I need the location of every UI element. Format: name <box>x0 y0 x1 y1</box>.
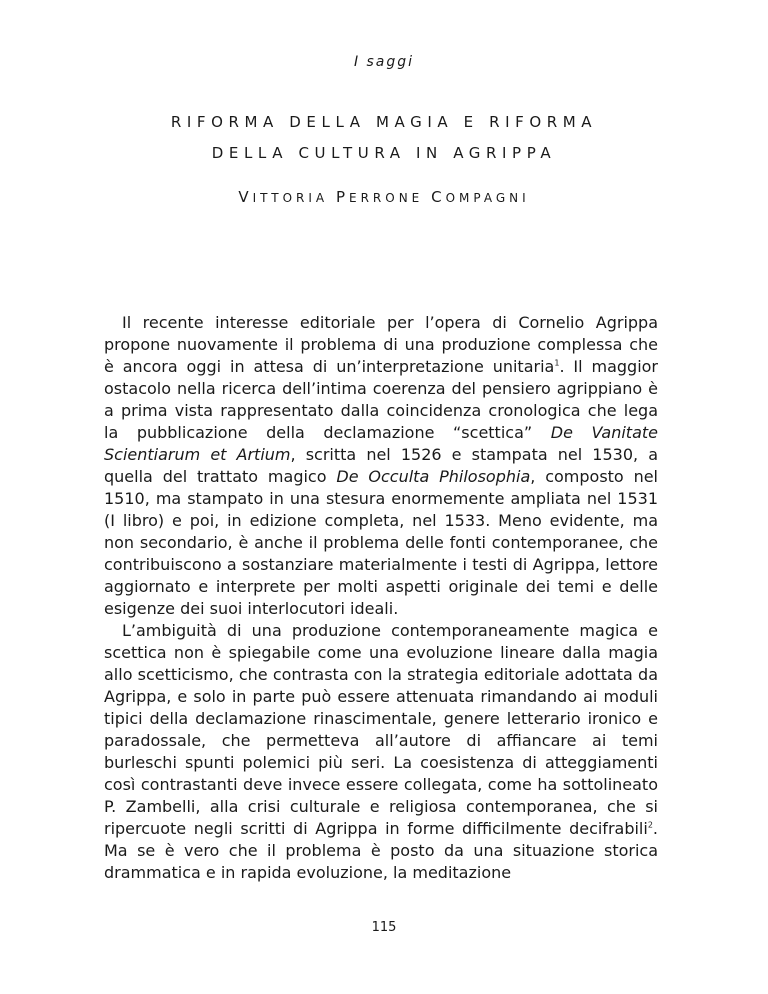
author-last-rest: OMPAGNI <box>445 191 530 205</box>
article-title-line-2: DELLA CULTURA IN AGRIPPA <box>211 144 557 162</box>
paragraph-1-text-c: , scritta nel 1526 e stampata nel 1530, a quella del trattato magico <box>104 445 659 486</box>
footnote-ref-2[interactable]: 2 <box>647 820 653 830</box>
paragraph-1-text-d: , composto nel 1510, ma stampato in una stesura enormemente ampliata nel 1531 (I libro) e poi, in edizione completa, nel 1533. Meno evidente, ma non secondario, è anche il problema delle fonti contemporanee, che contribuiscono a sostanziare materialmente i testi di Agrippa, lettore aggiornato e interprete per molti aspetti originale dei temi e delle esigenze dei suoi interlocutori ideali. <box>104 467 658 618</box>
footnote-ref-1[interactable]: 1 <box>554 358 560 368</box>
paragraph-2 <box>104 620 658 884</box>
author-last-initial: C <box>431 188 446 206</box>
work-title-de-occulta: De Occulta Philosophia <box>336 467 531 486</box>
paragraph-2-text-b: . Ma se è vero che il problema è posto da una situazione storica drammatica e in rapida evoluzione, la meditazione <box>104 819 658 882</box>
author-middle-rest: ERRONE <box>349 191 424 205</box>
running-head: I saggi <box>353 54 415 70</box>
author-first-rest: ITTORIA <box>252 191 329 205</box>
author-first-initial: V <box>238 188 253 206</box>
paragraph-1-text-b: . Il maggior ostacolo nella ricerca dell’intima coerenza del pensiero agrippiano è a prima vista rappresentato dalla coincidenza cronologica che lega la pubblicazione della declamazione “scettica” <box>104 357 659 442</box>
author-middle-initial: P <box>335 188 349 206</box>
body-text <box>104 312 658 884</box>
article-title-line-1: RIFORMA DELLA MAGIA E RIFORMA <box>170 113 598 131</box>
author-name <box>0 188 768 206</box>
paragraph-1 <box>104 312 658 620</box>
paragraph-2-text-a: L’ambiguità di una produzione contemporaneamente magica e scettica non è spiegabile come una evoluzione lineare dalla magia allo scetticismo, che contrasta con la strategia editoriale adottata da Agrippa, e solo in parte può essere attenuata rimandando ai moduli tipici della declamazione rinascimentale, genere letterario ironico e paradossale, che permetteva all’autore di affiancare ai temi burleschi spunti polemici più seri. La coesistenza di atteggiamenti così contrastanti deve invece essere collegata, come ha sottolineato P. Zambelli, alla crisi culturale e religiosa contemporanea, che si ripercuote negli scritti di Agrippa in forme difficilmente decifrabili <box>104 621 658 838</box>
work-title-de-vanitate: De Vanitate Scientiarum et Artium <box>104 423 658 464</box>
paragraph-1-text-a: Il recente interesse editoriale per l’opera di Cornelio Agrippa propone nuovamente il problema di una produzione complessa che è ancora oggi in attesa di un’interpretazione unitaria <box>104 313 658 376</box>
page-number: 115 <box>371 920 397 935</box>
